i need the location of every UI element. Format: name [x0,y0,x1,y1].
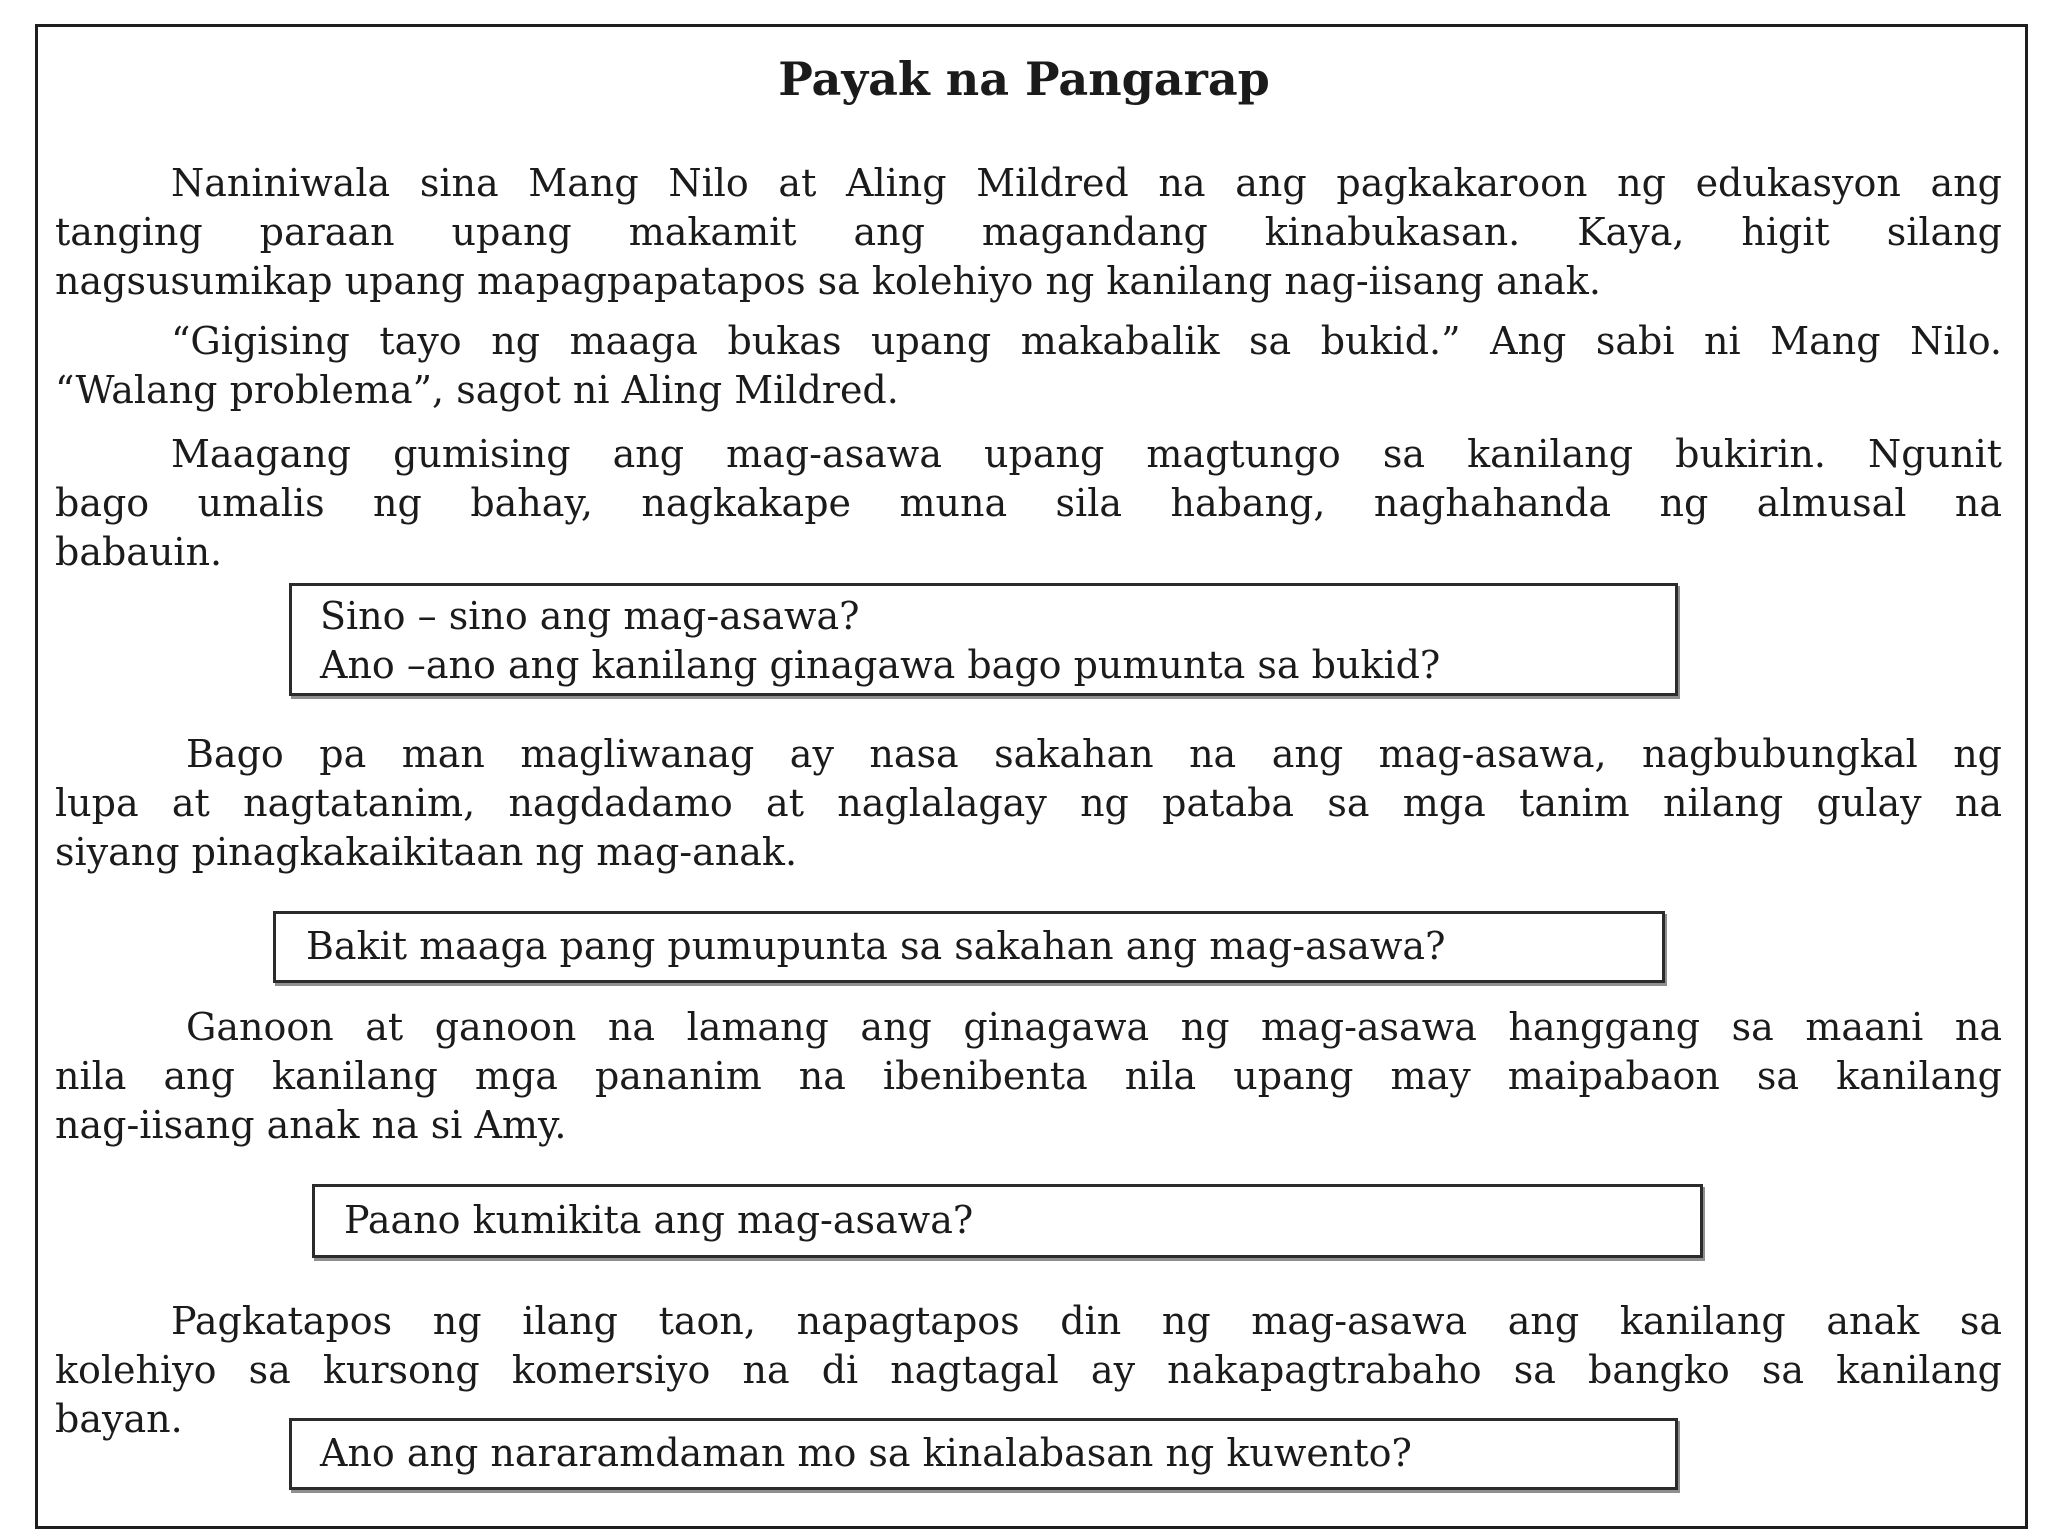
paragraph-line: Maagang gumising ang mag-asawa upang magtungo sa kanilang bukirin. Ngunit [171,432,2002,476]
paragraph-line: Bago pa man magliwanag ay nasa sakahan na ang mag-asawa, nagbubungkal ng [186,732,2002,776]
question-box-1 [289,583,1678,696]
paragraph-line: babauin. [55,530,223,574]
question-box-2 [273,911,1665,983]
paragraph-line: “Gigising tayo ng maaga bukas upang makabalik sa bukid.” Ang sabi ni Mang Nilo. [171,319,2002,363]
paragraph-line: Pagkatapos ng ilang taon, napagtapos din ng mag-asawa ang kanilang anak sa [171,1299,2002,1343]
paragraph-line: nagsusumikap upang mapagpapatapos sa kolehiyo ng kanilang nag-iisang anak. [55,259,1601,303]
question-line: Bakit maaga pang pumupunta sa sakahan ang mag-asawa? [306,924,1446,968]
paragraph-line: Naniniwala sina Mang Nilo at Aling Mildred na ang pagkakaroon ng edukasyon ang [171,161,2002,205]
paragraph-1 [55,159,2002,306]
paragraph-line: “Walang problema”, sagot ni Aling Mildred. [55,368,899,412]
paragraph-line: nag-iisang anak na si Amy. [55,1103,567,1147]
question-line: Ano –ano ang kanilang ginagawa bago pumunta sa bukid? [320,643,1441,687]
paragraph-2 [55,317,2002,415]
paragraph-line: kolehiyo sa kursong komersiyo na di nagtagal ay nakapagtrabaho sa bangko sa kanilang [55,1348,2002,1392]
question-line: Sino – sino ang mag-asawa? [320,594,860,638]
question-line: Paano kumikita ang mag-asawa? [344,1198,974,1242]
paragraph-line: bago umalis ng bahay, nagkakape muna sila habang, naghahanda ng almusal na [55,481,2002,525]
question-box-4 [289,1418,1678,1490]
paragraph-line: bayan. [55,1397,183,1441]
question-box-3 [312,1184,1703,1258]
paragraph-5 [55,1003,2002,1150]
paragraph-4 [55,730,2002,877]
paragraph-line: siyang pinagkakaikitaan ng mag-anak. [55,830,798,874]
paragraph-line: Ganoon at ganoon na lamang ang ginagawa ng mag-asawa hanggang sa maani na [186,1005,2002,1049]
paragraph-3 [55,430,2002,577]
paragraph-line: tanging paraan upang makamit ang magandang kinabukasan. Kaya, higit silang [55,210,2002,254]
paragraph-line: nila ang kanilang mga pananim na ibenibenta nila upang may maipabaon sa kanilang [55,1054,2002,1098]
story-title: Payak na Pangarap [778,52,1270,106]
question-line: Ano ang nararamdaman mo sa kinalabasan ng kuwento? [320,1431,1412,1475]
paragraph-line: lupa at nagtatanim, nagdadamo at naglalagay ng pataba sa mga tanim nilang gulay na [55,781,2002,825]
